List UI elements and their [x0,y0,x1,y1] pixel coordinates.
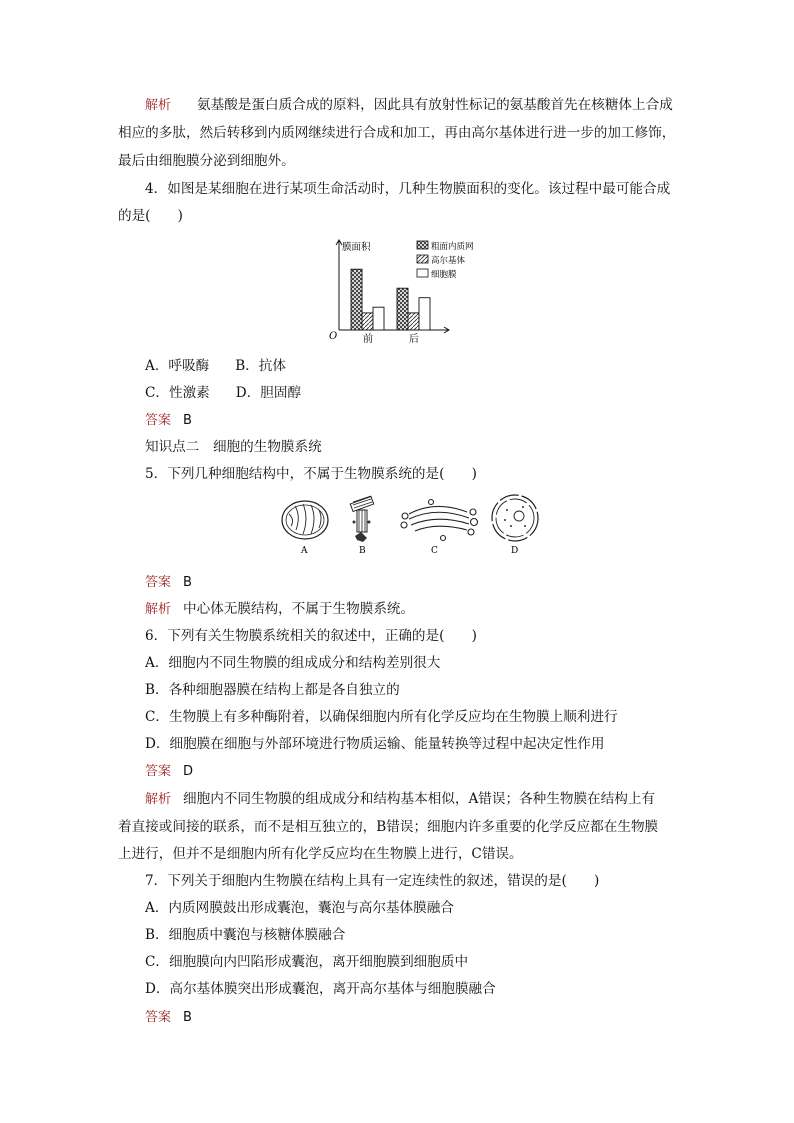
figure-label-d: D [511,546,519,556]
q7-option-c[interactable]: C．细胞膜向内凹陷形成囊泡，离开细胞膜到细胞质中 [145,954,469,970]
q6-option-a[interactable]: A．细胞内不同生物膜的组成成分和结构差别很大 [145,655,441,671]
golgi-apparatus-icon [401,500,478,541]
figure-label-a: A [301,546,308,556]
legend-swatch-2 [417,269,428,277]
centrosome-icon [350,496,373,542]
section-title: 知识点二 细胞的生物膜系统 [145,439,322,455]
bar-1-0 [397,288,408,330]
q3-analysis-line-3: 最后由细胞膜分泌到细胞外。 [118,153,295,169]
q4-option-a[interactable]: A．呼吸酶 [145,358,210,374]
legend-label-2: 细胞膜 [431,270,457,280]
answer-label: 答案 [145,1010,172,1025]
x-tick-label-0: 前 [363,334,373,345]
q6-option-d[interactable]: D．细胞膜在细胞与外部环境进行物质运输、能量转换等过程中起决定性作用 [145,736,605,752]
q4-option-c[interactable]: C．性激素 [145,385,210,401]
y-axis-label: 膜面积 [342,242,371,253]
q7-option-b[interactable]: B．细胞质中囊泡与核糖体膜融合 [145,927,346,943]
answer-label: 答案 [145,764,172,779]
analysis-label: 解析 [145,98,172,113]
mitochondrion-icon [282,501,328,539]
bar-0-1 [362,313,373,330]
q6-option-c[interactable]: C．生物膜上有多种酶附着，以确保细胞内所有化学反应均在生物膜上顺利进行 [145,709,618,725]
bar-0-0 [351,269,362,330]
cell-structures-figure [275,492,550,560]
q6-stem: 6．下列有关生物膜系统相关的叙述中，正确的是( ) [145,628,477,644]
nucleus-icon [492,495,538,541]
q4-answer: 答案 B [145,413,192,428]
legend-swatch-1 [417,255,428,263]
legend-label-0: 粗面内质网 [431,242,474,252]
q4-option-d[interactable]: D．胆固醇 [235,385,302,401]
q3-analysis-line-2: 相应的多肽，然后转移到内质网继续进行合成和加工，再由高尔基体进行进一步的加工修饰， [118,125,676,141]
q5-stem: 5．下列几种细胞结构中，不属于生物膜系统的是( ) [145,466,477,482]
q7-option-d[interactable]: D．高尔基体膜突出形成囊泡，离开高尔基体与细胞膜融合 [145,981,496,997]
q4-option-b[interactable]: B．抗体 [235,358,286,374]
q4-options-row-1 [145,357,286,375]
x-tick-labels [363,332,419,345]
legend-swatch-0 [417,241,428,249]
analysis-label: 解析 [145,792,172,807]
legend [417,241,474,280]
q6-answer: 答案 D [145,764,194,779]
bar-1-1 [408,313,419,330]
q4-options-row-2 [145,384,301,402]
answer-label: 答案 [145,413,172,428]
q5-answer: 答案 B [145,575,192,590]
q7-answer: 答案 B [145,1010,192,1025]
q4-stem-line-2: 的是( ) [118,208,183,224]
answer-label: 答案 [145,575,172,590]
q6-analysis-line-2: 着直接或间接的联系，而不是相互独立的，B错误；细胞内许多重要的化学反应都在生物膜 [118,819,659,835]
q5-analysis: 解析 中心体无膜结构，不属于生物膜系统。 [145,601,415,617]
q6-analysis-line-1: 解析 细胞内不同生物膜的组成成分和结构基本相似，A错误；各种生物膜在结构上有 [145,791,656,807]
q4-stem-line-1: 4．如图是某细胞在进行某项生命活动时，几种生物膜面积的变化。该过程中最可能合成 [145,181,671,197]
figure-label-b: B [359,546,366,556]
q3-analysis-line-1: 解析 氨基酸是蛋白质合成的原料，因此具有放射性标记的氨基酸首先在核糖体上合成 [145,97,673,113]
membrane-area-bar-chart [325,235,475,345]
q6-analysis-line-3: 上进行，但并不是细胞内所有化学反应均在生物膜上进行，C错误。 [118,846,523,862]
bars-group [351,269,430,330]
analysis-label: 解析 [145,602,172,617]
q7-stem: 7．下列关于细胞内生物膜在结构上具有一定连续性的叙述，错误的是( ) [145,873,600,889]
q6-option-b[interactable]: B．各种细胞器膜在结构上都是各自独立的 [145,682,400,698]
x-tick-label-1: 后 [409,334,419,345]
figure-label-c: C [431,546,438,556]
q7-option-a[interactable]: A．内质网膜鼓出形成囊泡，囊泡与高尔基体膜融合 [145,900,454,916]
bar-0-2 [373,307,384,330]
bar-1-2 [419,298,430,330]
legend-label-1: 高尔基体 [431,256,466,266]
origin-label: O [329,331,338,342]
